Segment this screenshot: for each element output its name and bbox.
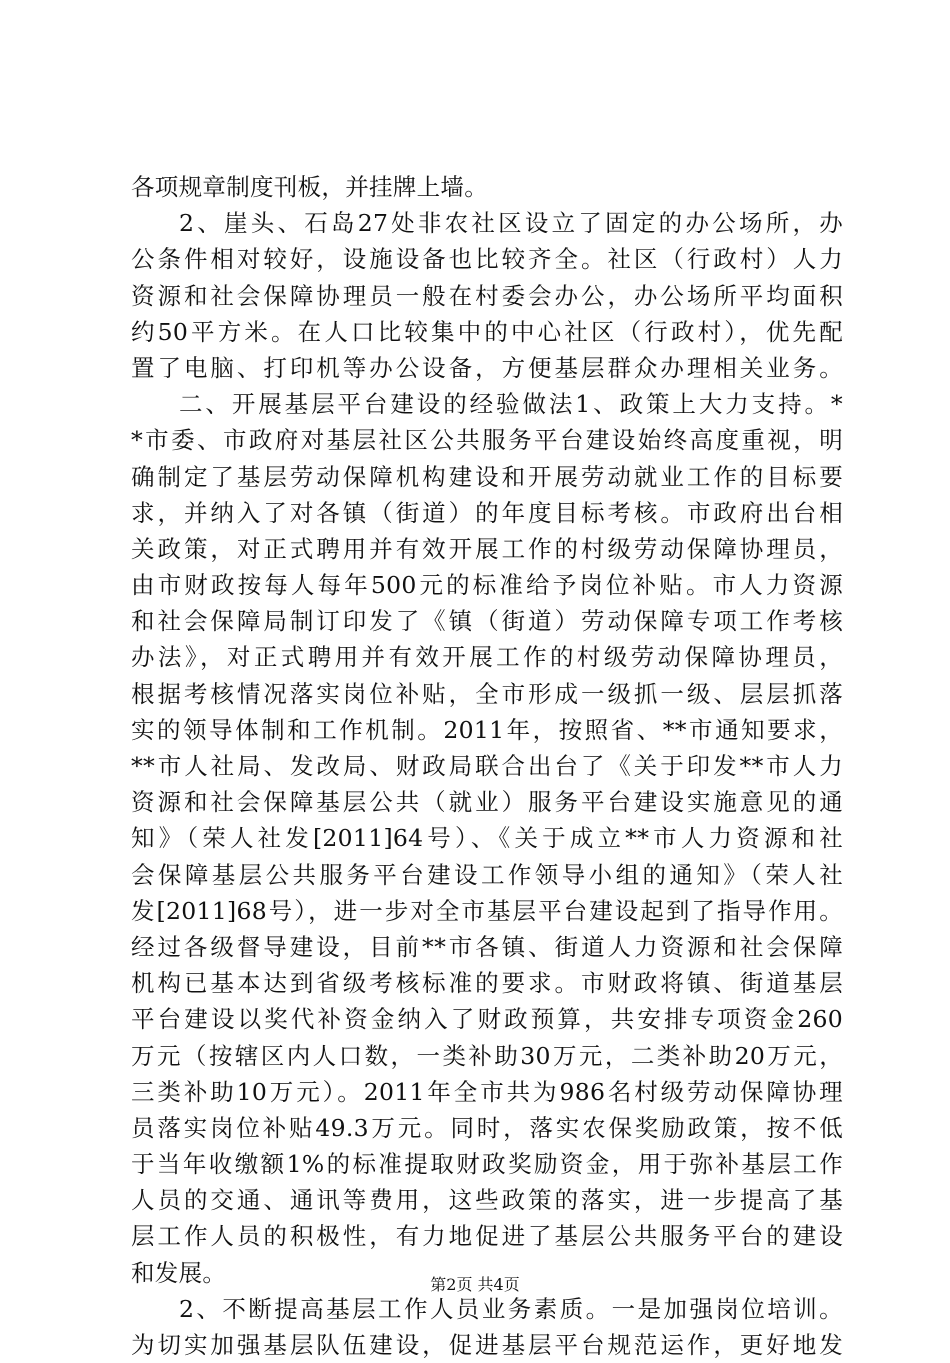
text-line: 求，并纳入了对各镇（街道）的年度目标考核。市政府出台相	[131, 498, 843, 527]
page-footer: 第2页 共4页	[430, 1275, 520, 1294]
text-line: 和发展。	[131, 1258, 227, 1287]
text-line: 和社会保障局制订印发了《镇（街道）劳动保障专项工作考核	[131, 607, 843, 636]
text-line: 知》（荣人社发[2011]64号）、《关于成立**市人力资源和社	[131, 824, 843, 853]
text-line: 二、开展基层平台建设的经验做法1、政策上大力支持。*	[179, 390, 843, 419]
text-line: 发[2011]68号），进一步对全市基层平台建设起到了指导作用。	[131, 896, 843, 925]
text-line: 2、不断提高基层工作人员业务素质。一是加强岗位培训。	[179, 1294, 843, 1323]
text-line: 确制定了基层劳动保障机构建设和开展劳动就业工作的目标要	[131, 462, 843, 491]
text-line: 员落实岗位补贴49.3万元。同时，落实农保奖励政策，按不低	[131, 1113, 843, 1142]
text-line: 人员的交通、通讯等费用，这些政策的落实，进一步提高了基	[131, 1186, 843, 1215]
text-line: 各项规章制度刊板，并挂牌上墙。	[131, 173, 488, 201]
text-line: 层工作人员的积极性，有力地促进了基层公共服务平台的建设	[131, 1222, 843, 1251]
text-line: *市委、市政府对基层社区公共服务平台建设始终高度重视，明	[131, 426, 843, 455]
text-line: 办法》，对正式聘用并有效开展工作的村级劳动保障协理员，	[131, 643, 843, 672]
text-line: 万元（按辖区内人口数，一类补助30万元，二类补助20万元，	[131, 1041, 843, 1070]
text-line: 平台建设以奖代补资金纳入了财政预算，共安排专项资金260	[131, 1005, 843, 1034]
text-line: 经过各级督导建设，目前**市各镇、街道人力资源和社会保障	[131, 932, 843, 961]
text-line: 为切实加强基层队伍建设，促进基层平台规范运作，更好地发	[131, 1331, 843, 1359]
text-line: 于当年收缴额1%的标准提取财政奖励资金，用于弥补基层工作	[131, 1150, 843, 1179]
text-line: 三类补助10万元）。2011年全市共为986名村级劳动保障协理	[131, 1077, 843, 1106]
text-line: **市人社局、发改局、财政局联合出台了《关于印发**市人力	[131, 752, 843, 780]
text-line: 公条件相对较好，设施设备也比较齐全。社区（行政村）人力	[131, 245, 843, 274]
text-line: 会保障基层公共服务平台建设工作领导小组的通知》（荣人社	[131, 860, 843, 889]
text-line: 2、崖头、石岛27处非农社区设立了固定的办公场所，办	[179, 209, 843, 238]
document-body	[131, 169, 843, 1363]
text-line: 关政策，对正式聘用并有效开展工作的村级劳动保障协理员，	[131, 534, 843, 563]
text-line: 根据考核情况落实岗位补贴，全市形成一级抓一级、层层抓落	[131, 679, 843, 708]
text-line: 机构已基本达到省级考核标准的要求。市财政将镇、街道基层	[131, 969, 843, 998]
text-line: 置了电脑、打印机等办公设备，方便基层群众办理相关业务。	[131, 353, 843, 382]
text-line: 约50平方米。在人口比较集中的中心社区（行政村），优先配	[131, 317, 843, 346]
text-line: 资源和社会保障基层公共（就业）服务平台建设实施意见的通	[131, 788, 843, 817]
text-line: 实的领导体制和工作机制。2011年，按照省、**市通知要求，	[131, 715, 843, 744]
text-line: 由市财政按每人每年500元的标准给予岗位补贴。市人力资源	[131, 571, 843, 600]
text-line: 资源和社会保障协理员一般在村委会办公，办公场所平均面积	[131, 281, 843, 310]
